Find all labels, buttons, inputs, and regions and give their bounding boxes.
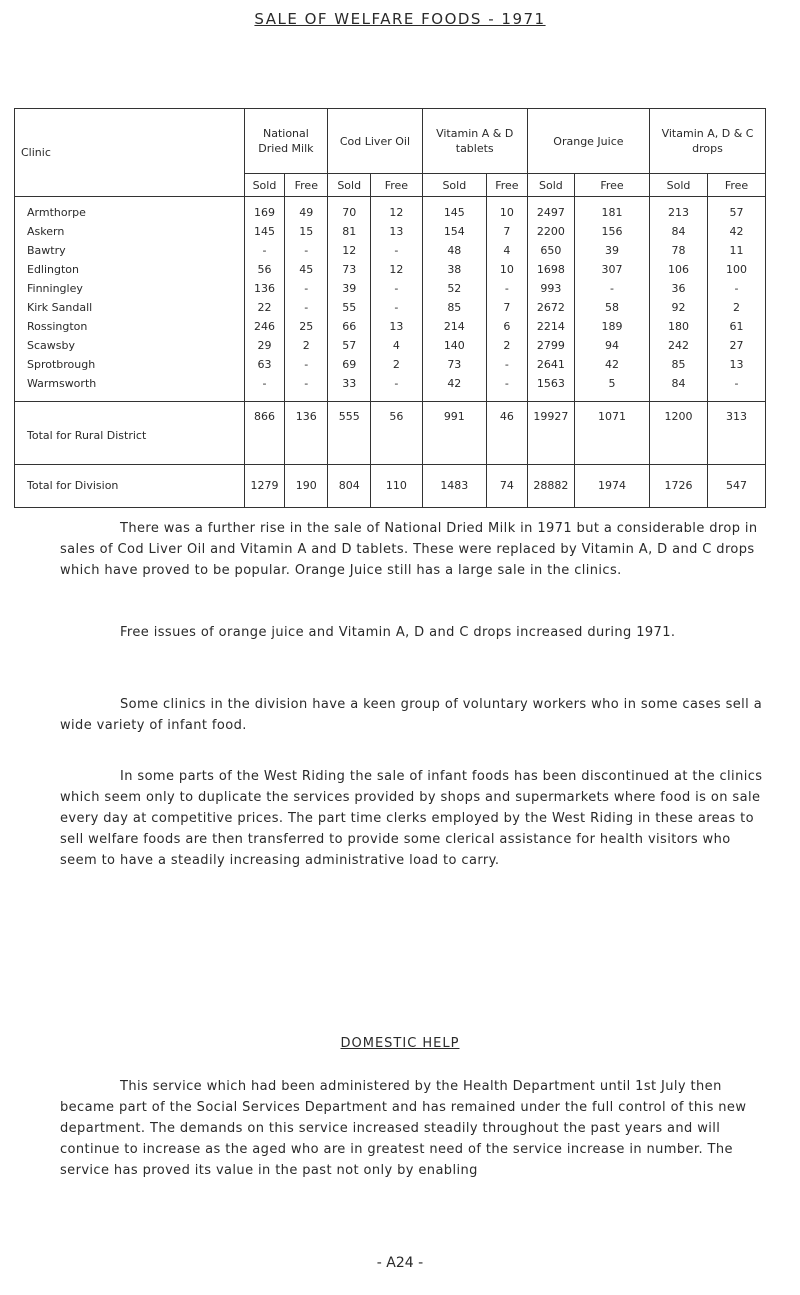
row-value-cell: 1563 [527, 374, 574, 402]
row-value-cell: - [487, 355, 528, 374]
row-value-cell: 993 [527, 279, 574, 298]
row-value-cell: 156 [574, 222, 649, 241]
row-value-cell: - [707, 374, 765, 402]
row-value-cell: 28882 [527, 465, 574, 508]
clinic-header: Clinic [15, 109, 245, 197]
row-value-cell: - [371, 241, 422, 260]
row-value-cell: 13 [707, 355, 765, 374]
row-value-cell: 69 [328, 355, 371, 374]
row-value-cell: 92 [650, 298, 708, 317]
total-rural-row [15, 402, 766, 465]
row-value-cell: 61 [707, 317, 765, 336]
row-value-cell: 33 [328, 374, 371, 402]
row-value-cell: 2799 [527, 336, 574, 355]
row-value-cell: 804 [328, 465, 371, 508]
row-value-cell: 4 [487, 241, 528, 260]
row-value-cell: - [487, 374, 528, 402]
row-value-cell: 181 [574, 197, 649, 223]
row-clinic-name: Sprotbrough [15, 355, 245, 374]
row-value-cell: 12 [328, 241, 371, 260]
group-header-vitamin-ad-tablets: Vitamin A & D tablets [422, 109, 527, 174]
row-value-cell: 1279 [244, 465, 285, 508]
row-value-cell: 547 [707, 465, 765, 508]
row-value-cell: 70 [328, 197, 371, 223]
sold-header: Sold [527, 174, 574, 197]
row-value-cell: 190 [285, 465, 328, 508]
row-value-cell: 2 [707, 298, 765, 317]
row-value-cell: - [574, 279, 649, 298]
sold-header: Sold [244, 174, 285, 197]
row-value-cell: 55 [328, 298, 371, 317]
row-value-cell: 145 [422, 197, 486, 223]
row-value-cell: 100 [707, 260, 765, 279]
row-clinic-name: Total for Rural District [15, 402, 245, 465]
row-value-cell: 650 [527, 241, 574, 260]
row-value-cell: 866 [244, 402, 285, 465]
row-value-cell: - [244, 241, 285, 260]
welfare-foods-table [14, 108, 766, 508]
row-value-cell: 56 [371, 402, 422, 465]
row-value-cell: 13 [371, 317, 422, 336]
row-value-cell: 38 [422, 260, 486, 279]
row-clinic-name: Bawtry [15, 241, 245, 260]
row-value-cell: 11 [707, 241, 765, 260]
row-value-cell: 154 [422, 222, 486, 241]
row-value-cell: 2200 [527, 222, 574, 241]
page-number: - A24 - [376, 1255, 424, 1271]
row-clinic-name: Finningley [15, 279, 245, 298]
section-heading: DOMESTIC HELP [340, 1036, 460, 1051]
row-value-cell: 180 [650, 317, 708, 336]
free-header: Free [487, 174, 528, 197]
row-value-cell: 42 [574, 355, 649, 374]
row-value-cell: 52 [422, 279, 486, 298]
row-value-cell: 242 [650, 336, 708, 355]
row-value-cell: 58 [574, 298, 649, 317]
row-value-cell: 2672 [527, 298, 574, 317]
row-value-cell: 1974 [574, 465, 649, 508]
sold-header: Sold [422, 174, 486, 197]
group-header-vitamin-adc-drops: Vitamin A, D & C drops [650, 109, 766, 174]
row-value-cell: 36 [650, 279, 708, 298]
page-title: SALE OF WELFARE FOODS - 1971 [254, 10, 546, 28]
row-value-cell: 12 [371, 260, 422, 279]
row-value-cell: 991 [422, 402, 486, 465]
row-value-cell: 1726 [650, 465, 708, 508]
row-clinic-name: Askern [15, 222, 245, 241]
row-value-cell: - [285, 355, 328, 374]
row-value-cell: 42 [422, 374, 486, 402]
row-value-cell: 2 [371, 355, 422, 374]
row-clinic-name: Kirk Sandall [15, 298, 245, 317]
row-value-cell: 74 [487, 465, 528, 508]
paragraph-4: In some parts of the West Riding the sale of infant foods has been discontinued at the clinics which seem only to duplicate the services provided by shops and supermarkets where food is on sale every day at competitive prices. The part time clerks employed by the West Riding in these areas to sell welfare foods are then transferred to provide some clerical assistance for health visitors who seem to have a steadily increasing administrative load to carry. [60, 769, 763, 868]
sold-header: Sold [328, 174, 371, 197]
row-value-cell: 29 [244, 336, 285, 355]
group-header-cod-liver-oil: Cod Liver Oil [328, 109, 422, 174]
row-value-cell: 49 [285, 197, 328, 223]
row-value-cell: - [487, 279, 528, 298]
row-value-cell: 56 [244, 260, 285, 279]
row-value-cell: 5 [574, 374, 649, 402]
row-value-cell: 12 [371, 197, 422, 223]
sold-header: Sold [650, 174, 708, 197]
row-value-cell: 85 [422, 298, 486, 317]
table-row [15, 279, 766, 298]
row-value-cell: 214 [422, 317, 486, 336]
table-row [15, 241, 766, 260]
row-value-cell: - [371, 279, 422, 298]
table-row [15, 222, 766, 241]
row-value-cell: 189 [574, 317, 649, 336]
row-value-cell: 73 [422, 355, 486, 374]
row-value-cell: - [707, 279, 765, 298]
row-value-cell: 1698 [527, 260, 574, 279]
table-row [15, 317, 766, 336]
group-header-national-dried-milk: National Dried Milk [244, 109, 328, 174]
row-value-cell: 2497 [527, 197, 574, 223]
row-value-cell: 85 [650, 355, 708, 374]
row-value-cell: 6 [487, 317, 528, 336]
free-header: Free [371, 174, 422, 197]
row-value-cell: 110 [371, 465, 422, 508]
row-value-cell: 84 [650, 374, 708, 402]
row-value-cell: 307 [574, 260, 649, 279]
row-clinic-name: Armthorpe [15, 197, 245, 223]
row-value-cell: 48 [422, 241, 486, 260]
paragraph-3: Some clinics in the division have a keen group of voluntary workers who in some cases sell a wide variety of infant food. [60, 697, 763, 733]
row-value-cell: 57 [328, 336, 371, 355]
row-value-cell: 2214 [527, 317, 574, 336]
row-value-cell: 1200 [650, 402, 708, 465]
free-header: Free [707, 174, 765, 197]
row-value-cell: 2641 [527, 355, 574, 374]
row-value-cell: 81 [328, 222, 371, 241]
group-header-orange-juice: Orange Juice [527, 109, 649, 174]
row-value-cell: 73 [328, 260, 371, 279]
row-value-cell: 27 [707, 336, 765, 355]
total-division-row [15, 465, 766, 508]
row-clinic-name: Scawsby [15, 336, 245, 355]
row-value-cell: - [371, 298, 422, 317]
row-value-cell: 1483 [422, 465, 486, 508]
row-value-cell: 10 [487, 260, 528, 279]
row-value-cell: - [285, 298, 328, 317]
row-value-cell: 84 [650, 222, 708, 241]
row-value-cell: 1071 [574, 402, 649, 465]
row-value-cell: 10 [487, 197, 528, 223]
row-value-cell: 4 [371, 336, 422, 355]
row-value-cell: 63 [244, 355, 285, 374]
row-value-cell: 213 [650, 197, 708, 223]
row-value-cell: 140 [422, 336, 486, 355]
row-value-cell: 42 [707, 222, 765, 241]
table-row [15, 197, 766, 223]
row-value-cell: - [244, 374, 285, 402]
table-row [15, 298, 766, 317]
row-value-cell: 2 [285, 336, 328, 355]
row-value-cell: 19927 [527, 402, 574, 465]
paragraph-1: There was a further rise in the sale of National Dried Milk in 1971 but a considerable drop in sales of Cod Liver Oil and Vitamin A and D tablets. These were replaced by Vitamin A, D and C drops which have proved to be popular. Orange Juice still has a large sale in the clinics. [60, 521, 758, 578]
row-value-cell: 145 [244, 222, 285, 241]
row-value-cell: 246 [244, 317, 285, 336]
row-value-cell: 7 [487, 222, 528, 241]
row-value-cell: 46 [487, 402, 528, 465]
row-clinic-name: Rossington [15, 317, 245, 336]
row-value-cell: 94 [574, 336, 649, 355]
row-value-cell: - [285, 279, 328, 298]
row-value-cell: 7 [487, 298, 528, 317]
free-header: Free [574, 174, 649, 197]
table-row [15, 355, 766, 374]
row-value-cell: - [285, 241, 328, 260]
row-value-cell: 39 [574, 241, 649, 260]
row-value-cell: - [285, 374, 328, 402]
table-row [15, 374, 766, 402]
row-value-cell: 136 [285, 402, 328, 465]
row-clinic-name: Total for Division [15, 465, 245, 508]
row-value-cell: 106 [650, 260, 708, 279]
row-value-cell: 66 [328, 317, 371, 336]
row-value-cell: 15 [285, 222, 328, 241]
table-row [15, 336, 766, 355]
row-value-cell: 313 [707, 402, 765, 465]
row-clinic-name: Edlington [15, 260, 245, 279]
row-value-cell: - [371, 374, 422, 402]
row-value-cell: 22 [244, 298, 285, 317]
table-row [15, 260, 766, 279]
row-value-cell: 25 [285, 317, 328, 336]
row-clinic-name: Warmsworth [15, 374, 245, 402]
section-paragraph: This service which had been administered by the Health Department until 1st July then became part of the Social Services Department and has remained under the full control of this new department. The demands on this service increased steadily throughout the past years and will continue to increase as the aged who are in greatest need of the service increase in number. The service has proved its value in the past not only by enabling [60, 1079, 747, 1178]
paragraph-2: Free issues of orange juice and Vitamin A, D and C drops increased during 1971. [120, 625, 676, 640]
row-value-cell: 57 [707, 197, 765, 223]
free-header: Free [285, 174, 328, 197]
row-value-cell: 78 [650, 241, 708, 260]
row-value-cell: 169 [244, 197, 285, 223]
row-value-cell: 13 [371, 222, 422, 241]
row-value-cell: 2 [487, 336, 528, 355]
row-value-cell: 39 [328, 279, 371, 298]
row-value-cell: 45 [285, 260, 328, 279]
row-value-cell: 555 [328, 402, 371, 465]
row-value-cell: 136 [244, 279, 285, 298]
